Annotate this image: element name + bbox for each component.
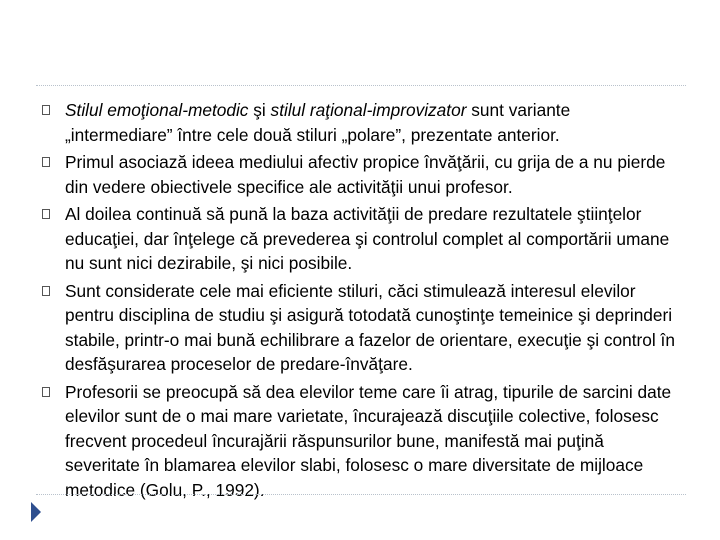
bullet-box-icon — [42, 286, 50, 296]
bullet-1-segment-4: sunt variante „intermediare” între cele două stiluri „polare”, prezentate anterior. — [65, 100, 571, 145]
bullet-3-text: Al doilea continuă să pună la baza activităţii de predare rezultatele ştiinţelor educaţiei, dar înţelege că prevederea şi controlul complet al comportării umane nu sunt nici dezirabile, şi nici posibile. — [65, 204, 670, 273]
bullet-1-segment-1: Stilul emoţional-metodic — [65, 100, 249, 120]
slide-marker-triangle-icon — [31, 502, 41, 522]
bullet-box-icon — [42, 105, 50, 115]
bullet-1-segment-3: stilul raţional-improvizator — [270, 100, 467, 120]
bullet-4-text: Sunt considerate cele mai eficiente stiluri, căci stimulează interesul elevilor pentru disciplina de studiu şi asigură totodată cunoştinţe temeinice şi deprinderi stabile, printr-o mai bună echilibrare a fazelor de orientare, execuţie şi control în desfăşurarea proceselor de predare-învăţare. — [65, 280, 675, 374]
bullet-item-3 — [42, 202, 682, 276]
bullet-item-2 — [42, 150, 682, 199]
bullet-box-icon — [42, 157, 50, 167]
bullet-list — [42, 98, 682, 502]
top-divider — [36, 85, 686, 86]
bullet-item-4 — [42, 279, 682, 377]
bullet-box-icon — [42, 387, 50, 397]
bullet-2-text: Primul asociază ideea mediului afectiv propice învăţării, cu grija de a nu pierde din vedere obiectivele specifice ale activităţii unui profesor. — [65, 152, 666, 197]
bullet-item-5 — [42, 380, 682, 503]
bullet-box-icon — [42, 209, 50, 219]
bullet-1-segment-2: şi — [248, 100, 271, 120]
slide-content — [42, 98, 682, 540]
bullet-item-1 — [42, 98, 682, 147]
bullet-5-text: Profesorii se preocupă să dea elevilor teme care îi atrag, tipurile de sarcini date elevilor sunt de o mai mare varietate, încurajează discuţiile colective, folosesc frecvent procedeul încurajării răspunsurilor bune, manifestă mai puţină severitate în blamarea elevilor slabi, folosesc o mare diversitate de mijloace metodice (Golu, P., 1992). — [65, 381, 672, 500]
bottom-divider — [36, 494, 686, 495]
